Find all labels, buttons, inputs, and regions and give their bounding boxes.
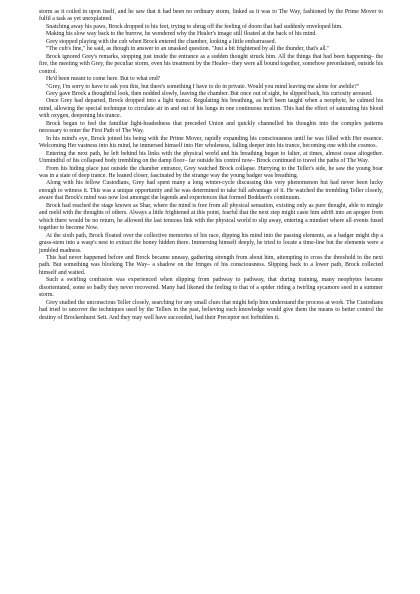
- paragraph-17: At the sixth path, Brock floated over the collective memories of his race, dipping his mind into the passing elements, as a badger might dip a grass-stem into a wasp's nest to extract the honey hidden there. Immersing himself deeply, he tried to locate a time-line but the elements were a jumbled madness.: [39, 232, 383, 254]
- paragraph-2: Snatching away his paws, Brock dropped to his feet, trying to shrug off the feeling of doom that had suddenly enveloped him.: [46, 23, 343, 30]
- paragraph-10: Once Grey had departed, Brock dropped into a light trance. Regulating his breathing, as he'd been taught when a neophyte, he calmed his mind, allowing the special technique to circulate air in and out of his lungs in one continuous motion. This had the effect of saturating his blood with oxygen, deepening his trance.: [39, 98, 383, 120]
- paragraph-18: This had never happened before and Brock became uneasy, gathering strength from about him, attempting to cross the threshold to the next path. But something was blocking The Way– a shadow on the fringes of his consciousness. Slipping back to a lower path, Brock collected himself and waited.: [39, 254, 383, 276]
- paragraph-16: Brock had reached the stage known as Shar, where the mind is free from all physical sensation, existing only as pure thought, able to mingle and meld with the thoughts of others. Always a little frightened at this point, fearful that the next step might caste him adrift into an apogee from which there would be no return, he allowed the last tenuous link with the physical world to slip away, entering a mindset where all events fused together to become Now.: [39, 202, 383, 232]
- paragraph-15: Along with his fellow Custodians, Grey had spent many a long winter-cycle discussing this very phenomenon but had never been lucky enough to witness it. This was a unique opportunity and he was determined to take full advantage of it. He watched the trembling Teller closely, aware that Brock's mind was now lost amongst the legends and experiences that formed Boddaert's continuum.: [39, 180, 383, 202]
- paragraph-3: Making his slow way back to the burrow, he wondered why the Healer's image still floated at the back of his mind.: [46, 31, 317, 38]
- paragraph-13: Entering the next path, he left behind his links with the physical world and his breathing began to falter, at times, almost cease altogether. Unmindful of his collapsed body trembling on the damp floor– far outside his control now– Brock continued to travel the paths of The Way.: [39, 150, 383, 165]
- paragraph-4: Grey stopped playing with the cub when Brock entered the chamber, looking a little embarrassed.: [46, 38, 277, 45]
- paragraph-1: storm as it coiled in upon itself, and he saw that it had been no ordinary storm, linked as it was to The Way, fashioned by the Prime Mover to fulfil a task as yet unexplained.: [39, 9, 383, 23]
- paragraph-20: Grey studied the unconscious Teller closely, searching for any small clues that might help him understand the process at work. The Custodians had tried to uncover the techniques used by the Tellers in the past, believing such knowledge would give them the means to better control the destiny of Brockenhurst Sett. And they may well have succeeded, had their Preceptor not forbidden it.: [39, 299, 383, 321]
- paragraph-7: He'd been meant to come here. But to what end?: [46, 76, 161, 83]
- paragraph-5: "The cub's fine," he said, as though in answer to an unasked question. "Just a bit frightened by all the thunder, that's all.": [46, 46, 330, 53]
- paragraph-9: Grey gave Brock a thoughtful look, then nodded slowly, leaving the chamber. But once out of sight, he slipped back, his curiosity aroused.: [46, 90, 373, 97]
- paragraph-19: Such a swirling confusion was experienced when slipping from pathway to pathway, that during training, many neophytes became disorientated, some so badly they never recovered. Many had likened the feeling to that of a spider riding a twirling sycamore seed in a summer storm.: [39, 277, 383, 299]
- paragraph-6: Brock ignored Grey's remarks, stopping just inside the entrance as a sudden thought struck him. All the things that had been happening– the fire, the meeting with Grey, the peculiar storm, even his treatment by the Healer– they were all bound together, somehow preordained, outside his control.: [39, 53, 383, 75]
- paragraph-8: "Grey, I'm sorry to have to ask you this, but there's something I have to do in private. Would you mind leaving me alone for awhile?": [46, 83, 360, 90]
- paragraph-11: Brock began to feel the familiar light-headedness that preceded Union and quickly channelled his thoughts into the complex patterns necessary to enter the First Path of The Way.: [39, 120, 383, 135]
- paragraph-12: In his mind's eye, Brock joined his being with the Prime Mover, rapidly expanding his consciousness until he was filled with Her essence. Welcoming Her vastness into his mind, he immersed himself into Her wholeness, falling deeper into his trance, becoming one with the cosmos.: [39, 135, 383, 150]
- paragraph-14: From his hiding place just outside the chamber entrance, Grey watched Brock collapse. Hurrying to the Teller's side, he saw the young boar was in a state of deep trance. He leaned closer, fascinated by the strange way the young badger was breathing.: [39, 165, 383, 179]
